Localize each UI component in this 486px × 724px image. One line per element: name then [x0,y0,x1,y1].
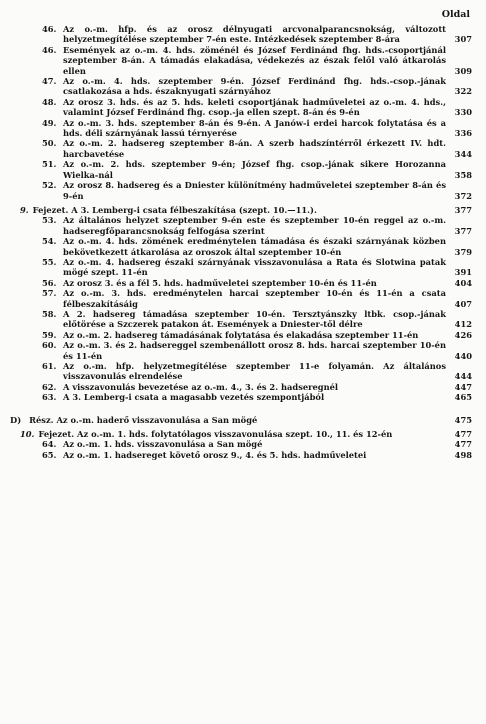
toc-entry-page: 336 [454,128,472,139]
toc-entry-title: Az o.-m. 2. hadsereg szeptember 8-án. A szerb hadszíntérről érkezett IV. hdt. harcbavetése [63,138,446,159]
toc-entry [42,215,486,236]
toc-entry [42,340,486,361]
toc-entry [20,205,486,215]
toc-entry-page: 309 [454,65,472,76]
toc-entry [42,76,486,97]
toc-entry-number: 47. [42,76,57,87]
toc-entry-title: Az o.-m. 4. hds. szeptember 9-én. József Ferdinánd fhg. hds.-csop.-jának csatlakozása a hds. északnyugati szárnyához [63,76,446,97]
toc-entry [42,381,486,392]
toc-entry-title: Rész. Az o.-m. haderő visszavonulása a San mögé [29,414,258,425]
toc-entry-title: Az o.-m. 4. hadsereg északi szárnyának visszavonulása a Rata és Slotwina patak mögé szept. 11-én [63,256,446,278]
toc-entry-number: D) [10,414,22,425]
toc-entry-number: 10. [20,429,35,440]
toc-entry-number: 46. [42,24,57,34]
toc-entry-number: 55. [42,256,57,267]
toc-entry-page: 444 [454,371,472,382]
toc-entry-page: 344 [454,148,472,159]
toc-entry-page: 372 [454,190,472,201]
toc-entry-number: 9. [20,204,29,215]
toc-entry [42,44,486,76]
toc-entry-title: Az orosz 3. és a fél 5. hds. hadműveletei szeptember 10-én és 11-én [63,277,377,288]
toc-entry-page: 498 [454,449,472,460]
toc-entry-title: Az o.-m. 4. hds. zömének eredménytelen támadása és északi szárnyának közben bekövetkezett átkarolása az oroszok által szeptember 10-én [63,236,446,257]
toc-entry-number: 63. [42,392,57,403]
toc-entry-title: Az o.-m. 2. hds. szeptember 9-én; József fhg. csop.-jának sikere Horozanna Wielka-nál [63,159,446,180]
toc-entry-title: Az o.-m. 2. hadsereg támadásának folytatása és elakadása szeptember 11-én [63,329,419,340]
toc-entry-title: A 2. hadsereg támadása szeptember 10-én. Tersztyánszky ltbk. csop.-jának előtörése a Szczerek patakon át. Események a Dniester-től délre [63,308,446,330]
toc-entry-page: 465 [454,392,472,403]
toc-entry [42,392,486,403]
toc-entry-number: 53. [42,215,57,226]
toc-entry-page: 447 [454,381,472,392]
toc-entry-title: Az orosz 3. hds. és az 5. hds. keleti csoportjának hadműveletei az o.-m. 4. hds., valamint József Ferdinánd fhg. csop.-ja ellen szept. 8-án és 9-én [63,96,446,118]
toc-entry-title: A 3. Lemberg-i csata a magasabb vezetés szempontjából [63,392,325,403]
toc-entry [42,24,486,45]
toc-entry-page: 377 [454,225,472,236]
toc-entry [42,449,486,460]
toc-entry [42,256,486,278]
toc-entry-title: Az orosz 8. hadsereg és a Dniester különítmény hadműveletei szeptember 8-án és 9-én [63,180,446,201]
toc-entry-number: 51. [42,159,57,170]
toc-entry-page: 307 [454,34,472,45]
toc-entry-number: 58. [42,308,57,319]
toc-entry-number: 46. [42,44,57,55]
toc-entry-page: 391 [454,267,472,278]
toc-entry-title: Fejezet. Az o.-m. 1. hds. folytatólagos visszavonulása szept. 10., 11. és 12-én [38,429,393,440]
toc-entry-number: 60. [42,340,57,351]
toc-entry-number: 64. [42,439,57,450]
toc-entry-page: 377 [454,204,472,215]
toc-entry-number: 56. [42,277,57,288]
toc-entry [42,439,486,450]
toc-entry [42,236,486,257]
toc-entry [42,180,486,201]
toc-entry-title: Fejezet. A 3. Lemberg-i csata félbeszakítása (szept. 10.—11.). [32,204,317,215]
toc-entry-page: 322 [454,86,472,97]
toc-entry-page: 426 [454,329,472,340]
toc-entry-title: A visszavonulás bevezetése az o.-m. 4., 3. és 2. hadseregnél [63,381,339,392]
toc-entry [42,308,486,330]
toc-entry-number: 61. [42,361,57,371]
toc-entry [42,138,486,159]
toc-entry-page: 358 [454,169,472,180]
toc-entry-page: 440 [454,350,472,361]
toc-entry-title: Az o.-m. 3. hds. eredménytelen harcai szeptember 10-én és 11-én a csata félbeszakításáig [63,288,446,309]
toc-entry-number: 49. [42,117,57,128]
toc-entry-number: 59. [42,329,57,340]
toc-entry-title: Az o.-m. 3. és 2. hadsereggel szembenállott orosz 8. hds. harcai szeptember 10-én és 11-én [63,340,446,361]
toc-entry-number: 52. [42,180,57,191]
toc-entry-page: 475 [454,414,472,425]
toc-entry [42,96,486,118]
toc-entry-number: 48. [42,96,57,107]
toc-entry-number: 65. [42,449,57,460]
toc-entry [42,117,486,139]
toc-entry [42,329,486,340]
toc-entry [20,429,486,439]
toc-entry-page: 379 [454,246,472,257]
toc-entry [42,288,486,309]
toc-entry-number: 62. [42,381,57,392]
toc-entry-page: 477 [454,439,472,450]
toc-entry-title: Események az o.-m. 4. hds. zöménél és József Ferdinánd fhg. hds.-csoportjánál szeptember 8-án. A támadás elakadása, védekezés az észak felől való átkarolás ellen [63,44,446,76]
toc-entry-page: 407 [454,298,472,309]
toc-entry-number: 54. [42,236,57,247]
toc-entry-title: Az általános helyzet szeptember 9-én este és szeptember 10-én reggel az o.-m. hadseregfőparancsnokság felfogása szerint [63,215,446,236]
toc-entry [42,361,486,382]
toc-entry-page: 330 [454,107,472,118]
toc-entry-title: Az o.-m. hfp. helyzetmegítélése szeptember 11-e folyamán. Az általános visszavonulás elrendelése [63,361,446,382]
toc-entry-page: 412 [454,319,472,330]
toc-entry-title: Az o.-m. 1. hadsereget követő orosz 9., 4. és 5. hds. hadműveletei [63,449,367,460]
toc-entries [0,24,486,460]
toc-entry-title: Az o.-m. 1. hds. visszavonulása a San mögé [63,439,263,450]
toc-entry [42,277,486,288]
toc-entry-title: Az o.-m. 3. hds. szeptember 8-án és 9-én. A Janów-i erdei harcok folytatása és a hds. déli szárnyának lassú térnyerése [63,117,446,139]
page-column-header: Oldal [441,9,470,20]
toc-entry-number: 50. [42,138,57,149]
toc-entry-page: 404 [454,277,472,288]
toc-entry-title: Az o.-m. hfp. és az orosz délnyugati arcvonalparancsnokság, változott helyzetmegítélése szeptember 7-én este. Intézkedések szeptember 8-ára [63,24,446,45]
toc-entry-number: 57. [42,288,57,299]
toc-entry [42,159,486,180]
toc-entry [10,415,486,425]
toc-entry-page: 477 [454,429,472,440]
